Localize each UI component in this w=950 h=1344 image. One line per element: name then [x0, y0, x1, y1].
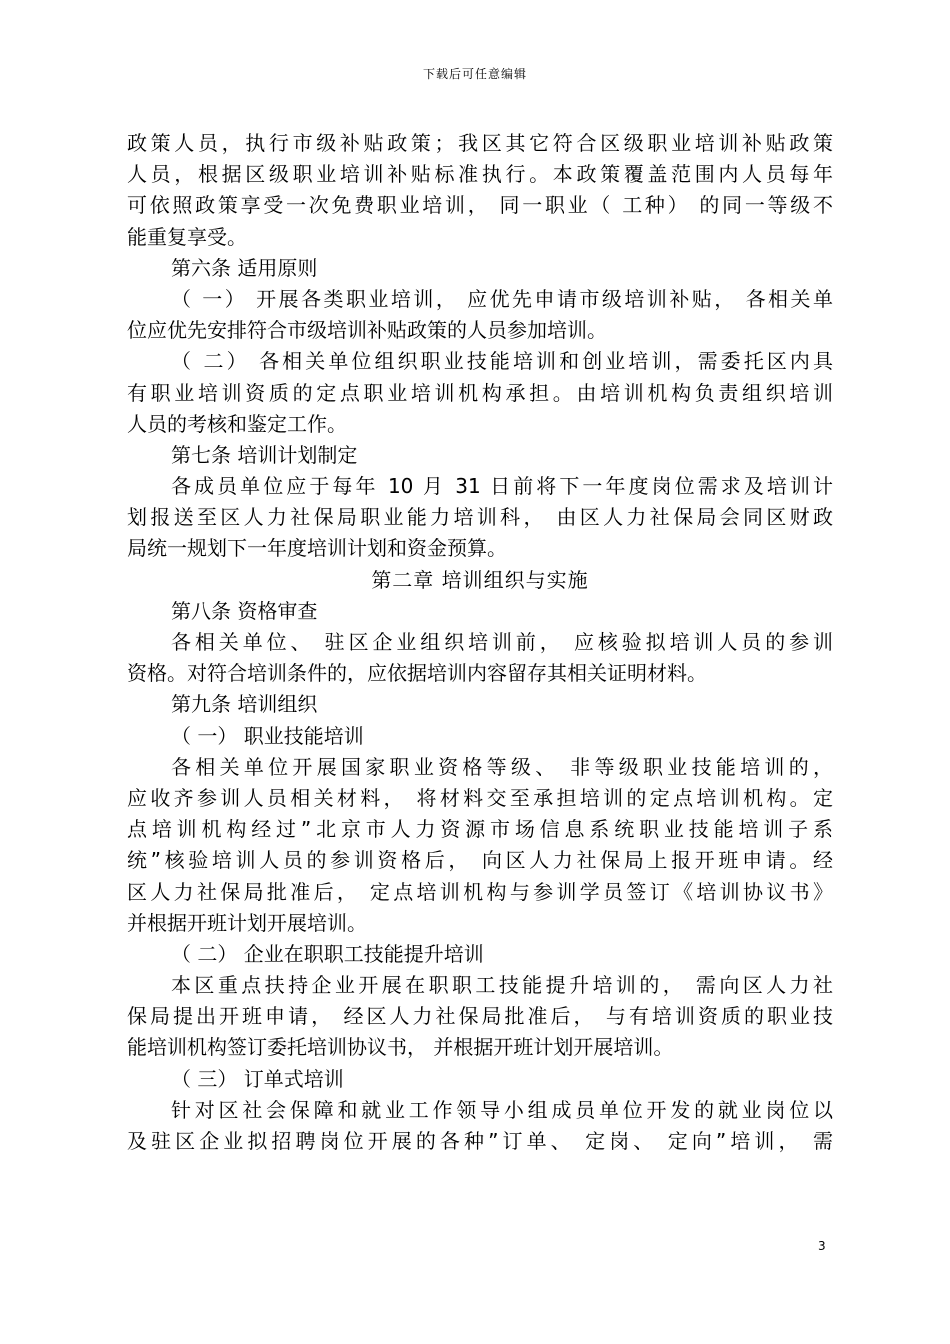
- chapter-heading: 第二章 培训组织与实施: [371, 567, 589, 592]
- section-heading: 第六条 适用原则: [171, 255, 318, 280]
- document-body: [127, 128, 833, 1157]
- section-heading: （ 二） 企业在职职工技能提升培训: [171, 941, 484, 966]
- section-heading: （ 三） 订单式培训: [171, 1066, 344, 1091]
- section-heading: （ 一） 职业技能培训: [171, 723, 364, 748]
- page-number: 3: [818, 1239, 826, 1253]
- text-line: 各相关单位、 驻区企业组织培训前， 应核验拟培训人员的参训: [171, 630, 833, 654]
- section-heading: 第九条 培训组织: [171, 692, 318, 717]
- text-line: 及驻区企业拟招聘岗位开展的各种”订单、 定岗、 定向”培训， 需: [127, 1129, 833, 1153]
- text-line: 人员的考核和鉴定工作。: [127, 411, 347, 436]
- section-heading: 第八条 资格审查: [171, 598, 318, 623]
- text-line: 有职业培训资质的定点职业培训机构承担。由培训机构负责组织培训: [127, 380, 833, 405]
- text-line: 政策人员，执行市级补贴政策；我区其它符合区级职业培训补贴政策: [127, 131, 833, 155]
- text-line: 可依照政策享受一次免费职业培训， 同一职业（ 工种） 的同一等级不: [127, 193, 833, 218]
- section-heading: 第七条 培训计划制定: [171, 442, 358, 467]
- text-line: 各相关单位开展国家职业资格等级、 非等级职业技能培训的，: [171, 754, 833, 779]
- text-line: （ 二） 各相关单位组织职业技能培训和创业培训，需委托区内具: [171, 349, 833, 374]
- text-line: 保局提出开班申请， 经区人力社保局批准后， 与有培训资质的职业技: [127, 1004, 833, 1029]
- text-line: 资格。对符合培训条件的，应依据培训内容留存其相关证明材料。: [127, 661, 707, 686]
- text-line: 人员，根据区级职业培训补贴标准执行。本政策覆盖范围内人员每年: [127, 162, 833, 187]
- text-line: 能培训机构签订委托培训协议书， 并根据开班计划开展培训。: [127, 1035, 674, 1060]
- text-line: （ 一） 开展各类职业培训， 应优先申请市级培训补贴， 各相关单: [171, 286, 833, 311]
- text-line: 划报送至区人力社保局职业能力培训科， 由区人力社保局会同区财政: [127, 505, 833, 530]
- text-line: 各成员单位应于每年 10 月 31 日前将下一年度岗位需求及培训计: [171, 474, 833, 499]
- text-line: 并根据开班计划开展培训。: [127, 910, 367, 935]
- text-line: 位应优先安排符合市级培训补贴政策的人员参加培训。: [127, 318, 607, 343]
- text-line: 本区重点扶持企业开展在职职工技能提升培训的， 需向区人力社: [171, 973, 833, 998]
- text-line: 针对区社会保障和就业工作领导小组成员单位开发的就业岗位以: [171, 1097, 833, 1122]
- text-line: 点培训机构经过”北京市人力资源市场信息系统职业技能培训子系: [127, 817, 833, 842]
- text-line: 区人力社保局批准后， 定点培训机构与参训学员签订《培训协议书》: [127, 879, 833, 904]
- text-line: 局统一规划下一年度培训计划和资金预算。: [127, 536, 507, 561]
- page-header: 下载后可任意编辑: [422, 67, 527, 81]
- text-line: 应收齐参训人员相关材料， 将材料交至承担培训的定点培训机构。定: [127, 785, 833, 810]
- text-line: 能重复享受。: [127, 224, 247, 249]
- text-line: 统”核验培训人员的参训资格后， 向区人力社保局上报开班申请。经: [127, 848, 833, 873]
